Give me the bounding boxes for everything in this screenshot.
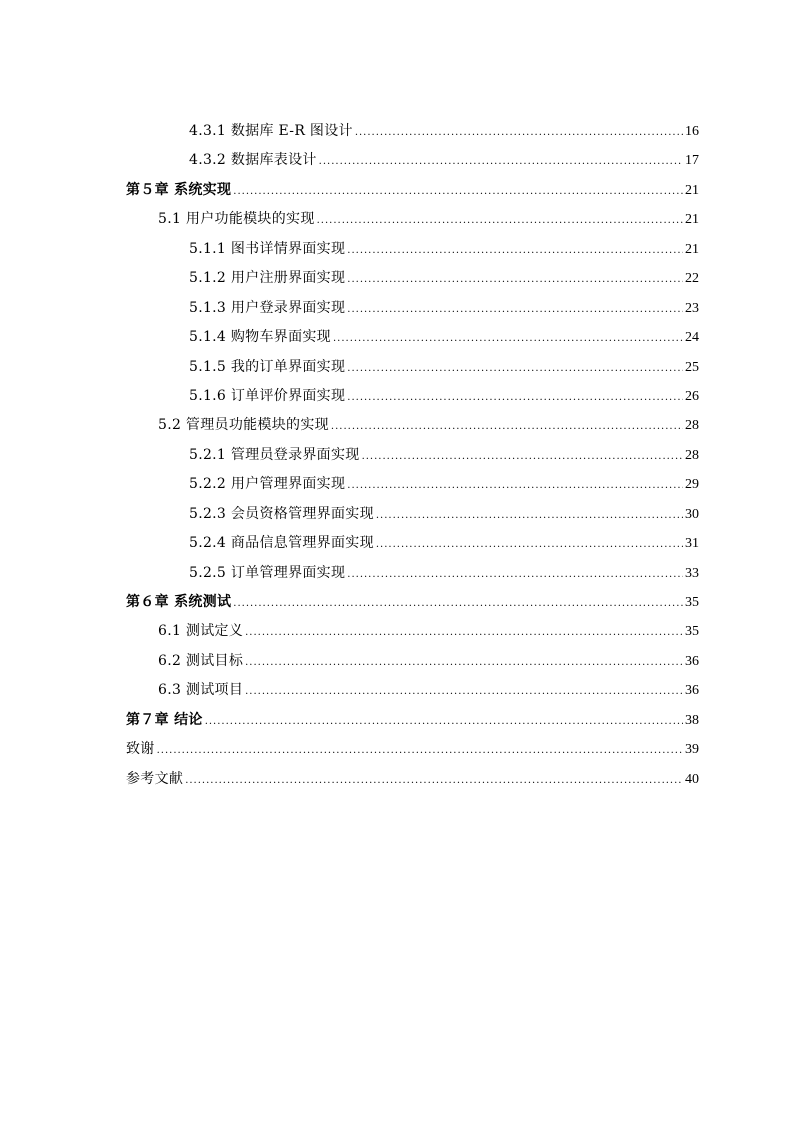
dot-leader [376, 530, 683, 559]
toc-entry[interactable] [126, 117, 699, 146]
toc-entry[interactable] [126, 441, 699, 470]
toc-entry[interactable] [126, 353, 699, 382]
toc-entry-title: 5.1.5 我的订单界面实现 [189, 358, 346, 375]
table-of-contents [126, 117, 699, 794]
toc-chapter-entry[interactable] [126, 706, 699, 735]
toc-entry-page: 22 [685, 271, 699, 287]
dot-leader [233, 589, 683, 618]
dot-leader [347, 265, 683, 294]
toc-entry[interactable] [126, 382, 699, 411]
toc-entry-title: 5.1.2 用户注册界面实现 [189, 270, 346, 287]
toc-entry[interactable] [126, 559, 699, 588]
toc-entry-title: 5.2.1 管理员登录界面实现 [189, 446, 360, 463]
dot-leader [347, 560, 683, 589]
dot-leader [347, 471, 683, 500]
dot-leader [347, 236, 683, 265]
toc-entry-page: 36 [685, 653, 699, 669]
toc-entry-page: 23 [685, 300, 699, 316]
toc-entry-title: 5.1.3 用户登录界面实现 [189, 299, 346, 316]
toc-chapter-entry[interactable] [126, 176, 699, 205]
toc-entry-title: 5.2 管理员功能模块的实现 [158, 417, 329, 434]
toc-entry-page: 25 [685, 359, 699, 375]
toc-entry-page: 31 [685, 536, 699, 552]
toc-entry-page: 16 [685, 124, 699, 139]
dot-leader [317, 206, 683, 235]
toc-back-matter-entry[interactable] [126, 765, 699, 794]
toc-entry-page: 21 [685, 182, 699, 198]
toc-entry-title: 5.1.4 购物车界面实现 [189, 329, 331, 346]
toc-entry-page: 36 [685, 683, 699, 699]
toc-entry-page: 17 [685, 153, 699, 169]
dot-leader [347, 354, 683, 383]
toc-entry-page: 26 [685, 388, 699, 404]
toc-entry-page: 30 [685, 506, 699, 522]
dot-leader [347, 383, 683, 412]
dot-leader [362, 442, 683, 471]
toc-entry-title: 5.1 用户功能模块的实现 [158, 211, 315, 228]
toc-entry-title: 5.2.3 会员资格管理界面实现 [189, 505, 374, 522]
toc-entry-title: 5.2.2 用户管理界面实现 [189, 476, 346, 493]
dot-leader [185, 766, 683, 795]
toc-entry-title: 4.3.1 数据库 E-R 图设计 [189, 123, 353, 139]
toc-entry-title: 5.2.5 订单管理界面实现 [189, 564, 346, 581]
toc-entry-page: 38 [685, 712, 699, 728]
toc-entry-title: 6.1 测试定义 [158, 623, 244, 640]
toc-entry-title: 致谢 [126, 741, 155, 758]
toc-entry[interactable] [126, 264, 699, 293]
toc-chapter-entry[interactable] [126, 588, 699, 617]
dot-leader [331, 412, 683, 441]
toc-entry-page: 33 [685, 565, 699, 581]
toc-section-entry[interactable] [126, 411, 699, 440]
toc-entry-page: 29 [685, 477, 699, 493]
toc-entry-page: 21 [685, 212, 699, 228]
dot-leader [245, 618, 683, 647]
toc-entry[interactable] [126, 235, 699, 264]
dot-leader [347, 295, 683, 324]
dot-leader [205, 707, 683, 736]
toc-entry-title: 5.1.6 订单评价界面实现 [189, 387, 346, 404]
toc-entry-page: 24 [685, 330, 699, 346]
toc-entry-title: 6.3 测试项目 [158, 682, 244, 699]
toc-entry-title: 参考文献 [126, 770, 184, 787]
toc-entry-title: 5.1.1 图书详情界面实现 [189, 240, 346, 257]
dot-leader [333, 324, 683, 353]
toc-section-entry[interactable] [126, 205, 699, 234]
toc-entry-title: 第６章 系统测试 [126, 594, 232, 610]
toc-entry-title: 第５章 系统实现 [126, 181, 232, 198]
dot-leader [157, 736, 683, 765]
dot-leader [319, 147, 683, 176]
toc-entry[interactable] [126, 146, 699, 175]
toc-entry-page: 28 [685, 447, 699, 463]
toc-entry-title: 4.3.2 数据库表设计 [189, 152, 317, 169]
toc-section-entry[interactable] [126, 676, 699, 705]
dot-leader [245, 677, 683, 706]
dot-leader [233, 177, 683, 206]
toc-entry-title: 第７章 结论 [126, 711, 203, 728]
toc-entry[interactable] [126, 294, 699, 323]
toc-section-entry[interactable] [126, 617, 699, 646]
toc-entry-page: 35 [685, 595, 699, 610]
toc-entry[interactable] [126, 470, 699, 499]
toc-entry-page: 35 [685, 624, 699, 640]
toc-section-entry[interactable] [126, 647, 699, 676]
toc-entry-title: 6.2 测试目标 [158, 652, 244, 669]
toc-entry[interactable] [126, 529, 699, 558]
toc-back-matter-entry[interactable] [126, 735, 699, 764]
toc-entry-page: 21 [685, 241, 699, 257]
toc-entry[interactable] [126, 323, 699, 352]
toc-entry-page: 28 [685, 418, 699, 434]
toc-entry[interactable] [126, 500, 699, 529]
dot-leader [376, 501, 683, 530]
dot-leader [355, 118, 683, 147]
dot-leader [245, 648, 683, 677]
toc-entry-title: 5.2.4 商品信息管理界面实现 [189, 535, 374, 552]
toc-entry-page: 40 [685, 771, 699, 787]
toc-entry-page: 39 [685, 742, 699, 758]
